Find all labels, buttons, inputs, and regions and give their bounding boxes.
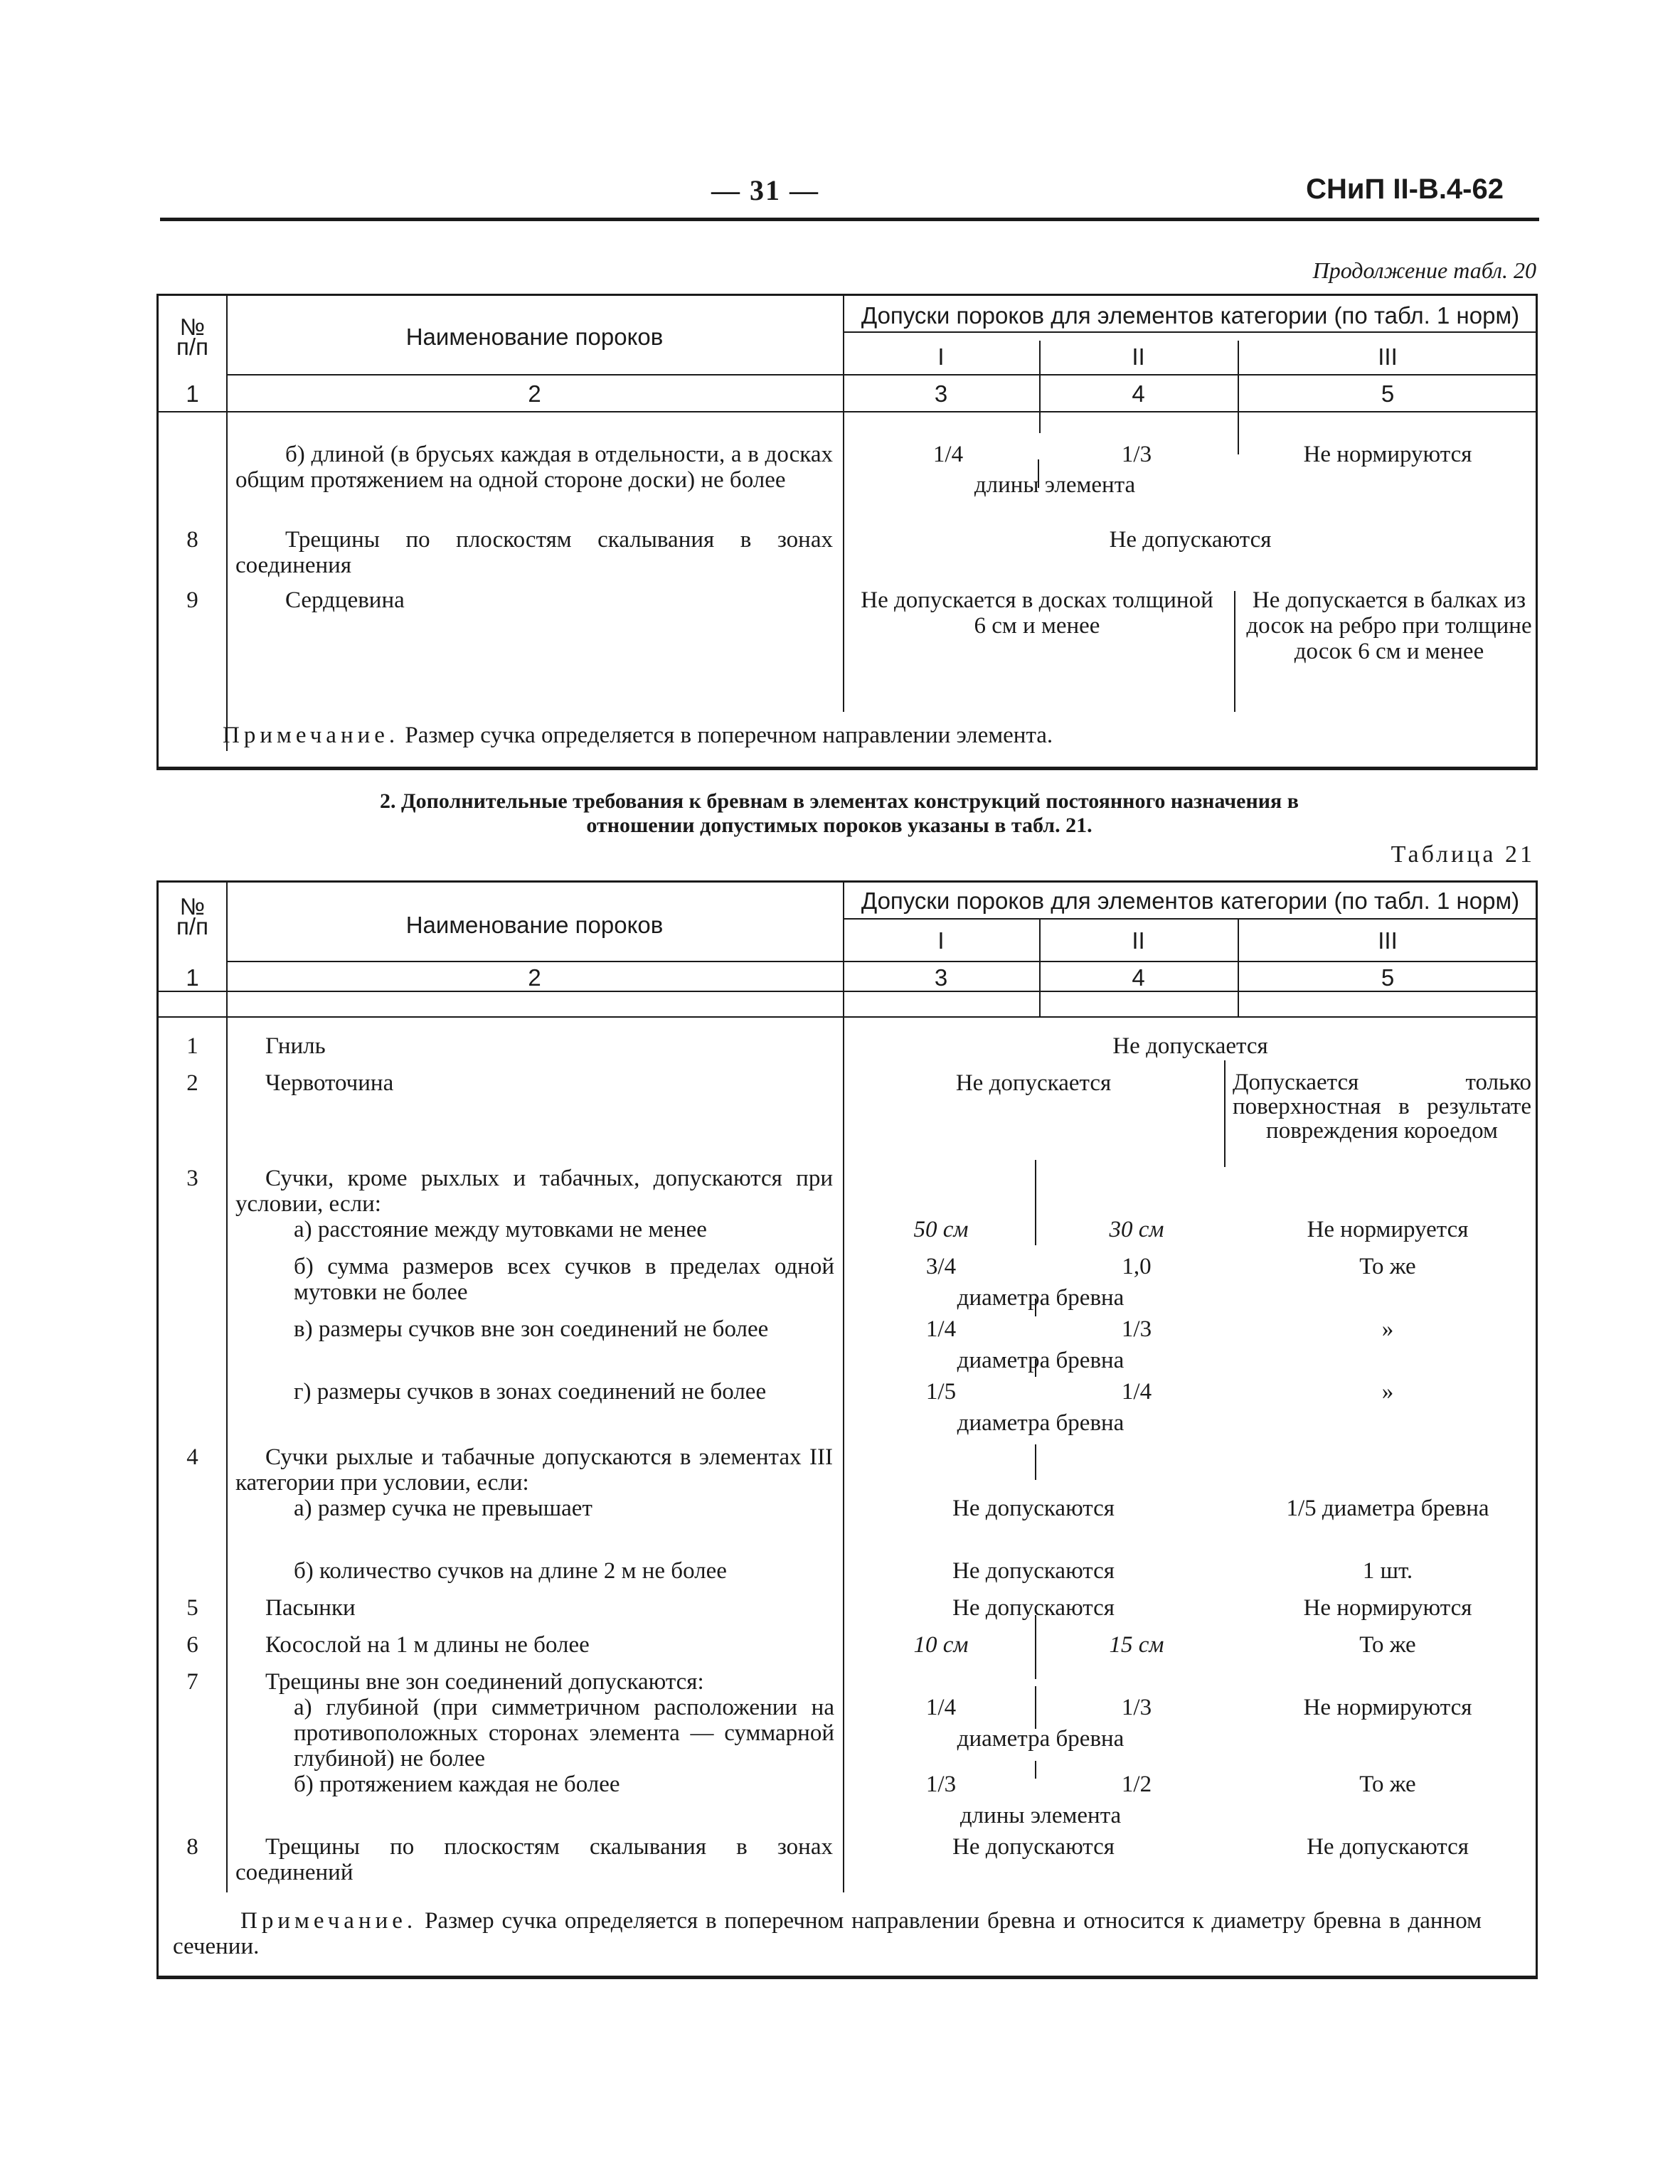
cell-cat2: 15 см [1109, 1632, 1164, 1658]
note-text: Размер сучка определяется в поперечном направлении элемента. [405, 723, 1053, 748]
table-21 [156, 880, 1538, 1979]
note-text: Размер сучка определяется в поперечном направлении бревна и относится к диаметру бревна в данном сечении. [173, 1908, 1482, 1959]
value-separator [1035, 1444, 1036, 1480]
cell-cat3: 1 шт. [1362, 1558, 1413, 1584]
cell-all-categories: Не допускается [1112, 1033, 1268, 1059]
table-20 [156, 294, 1538, 770]
row-name: а) глубиной (при симметричном расположении на противоположных сторонах элемента — суммарной глубиной) не более [294, 1695, 834, 1772]
table-note [173, 1908, 1482, 1959]
cell-cat1: 1/4 [932, 442, 964, 467]
row-name: б) длиной (в брусьях каждая в отдельности, а в досках общим протяжением на одной стороне доски) не более [235, 442, 833, 493]
col-header-name: Наименование пороков [405, 324, 664, 350]
row-number: 1 [186, 1033, 198, 1059]
col-divider [226, 296, 228, 751]
paragraph [213, 789, 1465, 838]
cell-cat1: 3/4 [925, 1254, 957, 1279]
header-rule [159, 411, 1538, 412]
note-label: Примечание. [223, 723, 400, 748]
cell-cat1: 50 см [913, 1217, 969, 1242]
cell-cat3: Не нормируются [1303, 442, 1472, 467]
col-header-tolerances: Допуски пороков для элементов категории (по табл. 1 норм) [861, 302, 1520, 329]
col-divider [1224, 1060, 1226, 1167]
header-rule [159, 1016, 1538, 1018]
cell-cat3: Не нормируются [1303, 1695, 1472, 1720]
row-name: Косослой на 1 м длины не более [265, 1632, 590, 1658]
row-number: 8 [186, 527, 198, 553]
col-header-tolerances: Допуски пороков для элементов категории (по табл. 1 норм) [861, 888, 1520, 914]
value-separator [1035, 1761, 1036, 1779]
cell-cat1-2: Не допускаются [952, 1496, 1115, 1521]
cell-cat3: Не допускаются [1307, 1834, 1469, 1860]
cell-cat1-2: Не допускаются [952, 1834, 1115, 1860]
col-index-3: 3 [934, 380, 948, 407]
row-name: Пасынки [265, 1595, 356, 1621]
cell-cat3: То же [1359, 1772, 1416, 1797]
cell-cat1: 1/4 [925, 1695, 957, 1720]
col-header-num: № п/п [176, 314, 208, 360]
cell-cat3: Не нормируется [1307, 1217, 1469, 1242]
col-header-cat2: II [1132, 343, 1145, 370]
col-index-1: 1 [186, 964, 199, 991]
col-index-1: 1 [186, 380, 199, 407]
cell-cat2: 1/3 [1121, 442, 1152, 467]
cell-cat2: 1/3 [1121, 1695, 1152, 1720]
row-name: Трещины по плоскостям скалывания в зонах соединения [235, 527, 833, 578]
cell-cat1-2: Не допускаются [952, 1595, 1115, 1621]
cell-cat2: 1,0 [1122, 1254, 1152, 1279]
col-header-num: № п/п [176, 893, 208, 939]
cell-cat1-2: Не допускаются [952, 1558, 1115, 1584]
paragraph-line: 2. Дополнительные требования к бревнам в элементах конструкций постоянного назначения в [379, 789, 1299, 813]
row-name: Гниль [265, 1033, 326, 1059]
cell-cat2: 1/4 [1121, 1379, 1152, 1405]
row-name: г) размеры сучков в зонах соединений не более [294, 1379, 767, 1405]
header-rule [160, 218, 1539, 221]
cell-span-note: диаметра бревна [957, 1285, 1125, 1311]
cell-cat2: 1/2 [1121, 1772, 1152, 1797]
value-separator [1035, 1615, 1036, 1679]
row-number: 7 [186, 1669, 198, 1695]
cell-cat2: 30 см [1109, 1217, 1164, 1242]
row-name: Трещины вне зон соединений допускаются: [265, 1669, 704, 1695]
header-rule [843, 918, 1538, 920]
header-rule [226, 961, 1538, 962]
cell-span-note: длины элемента [974, 472, 1136, 498]
col-header-cat1: I [937, 927, 945, 954]
cell-cat1-2: Не допускается в досках толщиной 6 см и менее [861, 587, 1213, 639]
row-number: 2 [186, 1070, 198, 1096]
col-index-4: 4 [1132, 380, 1145, 407]
row-name: б) протяжением каждая не более [294, 1772, 620, 1797]
row-name: Сучки рыхлые и табачные допускаются в элементах III категории при условии, если: [235, 1444, 833, 1496]
row-number: 5 [186, 1595, 198, 1621]
cell-cat1: 1/5 [925, 1379, 957, 1405]
cell-cat1-2: Не допускается [955, 1070, 1112, 1096]
cell-span-note: диаметра бревна [957, 1410, 1125, 1436]
col-header-cat3: III [1378, 927, 1398, 954]
cell-cat1: 10 см [913, 1632, 969, 1658]
col-header-cat1: I [937, 343, 945, 370]
row-number: 4 [186, 1444, 198, 1470]
note-label: Примечание. [240, 1908, 418, 1934]
row-name: б) количество сучков на длине 2 м не более [294, 1558, 727, 1584]
col-divider [1234, 591, 1235, 712]
row-name: Сердцевина [285, 587, 405, 613]
row-name: б) сумма размеров всех сучков в пределах одной мутовки не более [294, 1254, 834, 1305]
cell-span-note: длины элемента [959, 1803, 1122, 1828]
col-index-2: 2 [528, 380, 541, 407]
table-continuation-caption: Продолжение табл. 20 [1312, 257, 1536, 283]
col-index-4: 4 [1132, 964, 1145, 991]
cell-cat1: 1/3 [925, 1772, 957, 1797]
cell-cat3: Не допускается в балках из досок на ребро при толщине досок 6 см и менее [1246, 587, 1532, 664]
col-header-cat3: III [1378, 343, 1398, 370]
row-name: Трещины по плоскостям скалывания в зонах соединений [235, 1834, 833, 1885]
row-name: а) размер сучка не превышает [294, 1496, 592, 1521]
table-title: Таблица 21 [1391, 841, 1535, 868]
header-rule [843, 331, 1538, 333]
value-separator [1035, 1160, 1036, 1245]
cell-cat3: Допускается только поверхностная в результате повреждения короедом [1233, 1070, 1531, 1144]
col-index-5: 5 [1381, 964, 1395, 991]
document-code: СНиП II-В.4-62 [1306, 174, 1504, 205]
value-separator [1035, 1686, 1036, 1729]
page-number: — 31 — [711, 174, 819, 206]
row-number: 3 [186, 1166, 198, 1191]
col-divider [226, 883, 228, 1892]
cell-span-note: диаметра бревна [957, 1726, 1125, 1752]
cell-cat3: » [1381, 1379, 1394, 1405]
row-name: а) расстояние между мутовками не менее [294, 1217, 707, 1242]
col-index-2: 2 [528, 964, 541, 991]
paragraph-line: отношении допустимых пороков указаны в табл. 21. [586, 814, 1092, 837]
cell-span-note: диаметра бревна [957, 1348, 1125, 1373]
row-number: 9 [186, 587, 198, 613]
header-rule [226, 374, 1538, 375]
row-name: Червоточина [265, 1070, 394, 1096]
cell-all-categories: Не допускаются [1109, 527, 1272, 553]
col-index-3: 3 [934, 964, 948, 991]
cell-cat3: То же [1359, 1632, 1416, 1658]
row-number: 8 [186, 1834, 198, 1860]
cell-cat2: 1/3 [1121, 1316, 1152, 1342]
col-header-name: Наименование пороков [405, 912, 664, 938]
cell-cat3: Не нормируются [1303, 1595, 1472, 1621]
header-rule [159, 991, 1538, 992]
cell-cat3: 1/5 диаметра бревна [1286, 1496, 1489, 1521]
col-index-5: 5 [1381, 380, 1395, 407]
cell-cat3: То же [1359, 1254, 1416, 1279]
row-name: Сучки, кроме рыхлых и табачных, допускаются при условии, если: [235, 1166, 833, 1217]
table-note [223, 723, 1531, 748]
cell-cat1: 1/4 [925, 1316, 957, 1342]
row-number: 6 [186, 1632, 198, 1658]
cell-cat3: » [1381, 1316, 1394, 1342]
row-name: в) размеры сучков вне зон соединений не более [294, 1316, 769, 1342]
col-header-cat2: II [1132, 927, 1145, 954]
